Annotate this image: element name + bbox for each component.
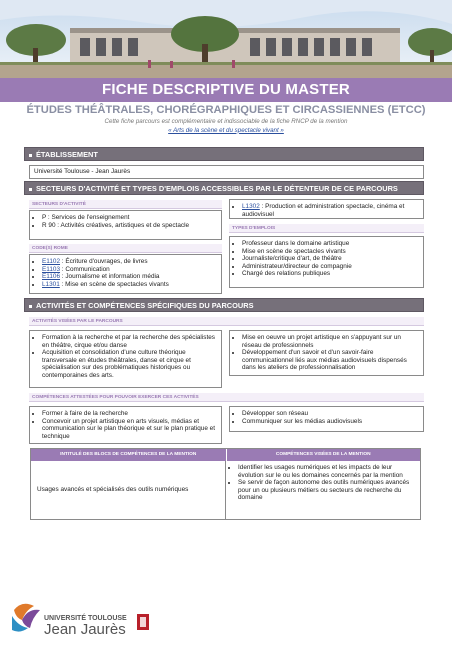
section-heading: ÉTABLISSEMENT xyxy=(36,150,98,159)
bloc-title: Usages avancés et spécialisés des outils numériques xyxy=(31,461,226,519)
list-item xyxy=(42,281,217,289)
list-item: • Mise en scène de spectacles vivants xyxy=(242,248,419,256)
list-item: • P : Services de l'enseignement xyxy=(42,214,217,222)
rome-code-link[interactable]: L1301 xyxy=(42,280,60,288)
list-item: • Communiquer sur les médias audiovisuels xyxy=(242,418,419,426)
list-item: • Administrateur/directeur de compagnie xyxy=(242,263,419,271)
rome-code-text: : Production et administration spectacle, cinéma et audiovisuel xyxy=(242,203,405,218)
university-logo xyxy=(0,596,452,645)
list-item xyxy=(42,273,217,281)
label-competences: COMPÉTENCES ATTESTÉES POUR POUVOIR EXERCER CES ACTIVITÉS xyxy=(29,393,424,402)
competences-left-box xyxy=(29,406,222,444)
mention-link[interactable]: « Arts de la scène et du spectacle vivant » xyxy=(168,126,284,134)
logo-line1: UNIVERSITÉ TOULOUSE xyxy=(44,615,127,622)
list-item: • Chargé des relations publiques xyxy=(242,270,419,278)
rome-code-link[interactable]: E1102 xyxy=(42,258,61,265)
list-item: • Journaliste/critique d'art, de théâtre xyxy=(242,255,419,263)
bullet-icon xyxy=(29,154,32,157)
visees-left-box xyxy=(29,330,222,388)
etablissement-value: Université Toulouse - Jean Jaurès xyxy=(29,165,424,179)
table-row xyxy=(31,461,420,519)
label-activites-visees: ACTIVITÉS VISÉES PAR LE PARCOURS xyxy=(29,317,424,326)
intro-line: Cette fiche parcours est complémentaire et indissociable de la fiche RNCP de la mention xyxy=(104,118,348,125)
bloc-competences xyxy=(226,461,420,519)
list-item: • Concevoir un projet artistique en arts visuels, médias et communication sur le plan théorique et sur le plan pratique et technique xyxy=(42,418,217,441)
rome-code-text: : Journalisme et information média xyxy=(60,273,160,281)
footer xyxy=(0,596,452,645)
list-item: • Se servir de façon autonome des outils numériques avancés pour un ou plusieurs métiers ou secteurs de recherche du domaine xyxy=(238,479,416,502)
list-item: • R 90 : Activités créatives, artistiques et de spectacle xyxy=(42,222,217,230)
logo-line2: Jean Jaurès xyxy=(44,621,126,638)
jobs-box xyxy=(229,236,424,288)
intro-text xyxy=(0,118,452,135)
rome-code-link[interactable]: E1103 xyxy=(42,265,61,273)
bullet-icon xyxy=(29,305,32,308)
list-item: • Professeur dans le domaine artistique xyxy=(242,240,419,248)
page-title: FICHE DESCRIPTIVE DU MASTER xyxy=(0,78,452,102)
bullet-icon xyxy=(29,188,32,191)
rome-code-link[interactable]: E1106 xyxy=(42,273,61,281)
visees-right-box xyxy=(229,330,424,376)
list-item xyxy=(242,203,419,218)
rome-code-text: : Communication xyxy=(60,265,110,273)
campus-photo xyxy=(0,0,452,78)
activities-box xyxy=(29,210,222,240)
rome-code-text: : Mise en scène de spectacles vivants xyxy=(59,280,169,288)
rome-right-box xyxy=(229,199,424,219)
list-item: • Acquisition et consolidation d'une culture théorique transversale en études théâtrales, danse et cirque et spécialisation sur des problématiques historiques ou contemporaines des arts. xyxy=(42,349,217,379)
competences-right-box xyxy=(229,406,424,432)
section-activites xyxy=(24,298,424,312)
blocs-table xyxy=(30,448,421,520)
list-item xyxy=(42,266,217,274)
master-subtitle: ÉTUDES THÉÂTRALES, CHORÉGRAPHIQUES ET CIRCASSIENNES (ETCC) xyxy=(26,104,426,116)
list-item: • Identifier les usages numériques et les impacts de leur évolution sur le ou les domaines concernés par la mention xyxy=(238,464,416,479)
section-etablissement xyxy=(24,147,424,161)
section-secteurs xyxy=(24,181,424,195)
list-item: • Mise en oeuvre un projet artistique en s'appuyant sur un réseau de professionnels xyxy=(242,334,419,349)
section-heading: SECTEURS D'ACTIVITÉ ET TYPES D'EMPLOIS ACCESSIBLES PAR LE DÉTENTEUR DE CE PARCOURS xyxy=(36,184,398,193)
column-header: INTITULÉ DES BLOCS DE COMPÉTENCES DE LA MENTION xyxy=(31,449,226,461)
list-item: • Formation à la recherche et par la recherche des spécialistes en théâtre, cirque et/ou danse xyxy=(42,334,217,349)
list-item: • Développer son réseau xyxy=(242,410,419,418)
list-item xyxy=(42,258,217,266)
label-secteurs-activite: SECTEURS D'ACTIVITÉ xyxy=(29,200,222,209)
rome-box xyxy=(29,254,222,294)
table-header xyxy=(31,449,420,461)
list-item: • Former à faire de la recherche xyxy=(42,410,217,418)
column-header: COMPÉTENCES VISÉES DE LA MENTION xyxy=(226,449,421,461)
list-item: • Développement d'un savoir et d'un savoir-faire communicationnel liés aux médias audiovisuels dispensés dans les ateliers de professionnalisation xyxy=(242,349,419,372)
label-codes-rome: CODE(S) ROME xyxy=(29,244,222,253)
section-heading: ACTIVITÉS ET COMPÉTENCES SPÉCIFIQUES DU PARCOURS xyxy=(36,301,254,310)
rome-code-link[interactable]: L1302 xyxy=(242,203,260,210)
rome-code-text: : Écriture d'ouvrages, de livres xyxy=(60,258,148,265)
label-types-emplois: TYPES D'EMPLOIS xyxy=(229,224,424,233)
